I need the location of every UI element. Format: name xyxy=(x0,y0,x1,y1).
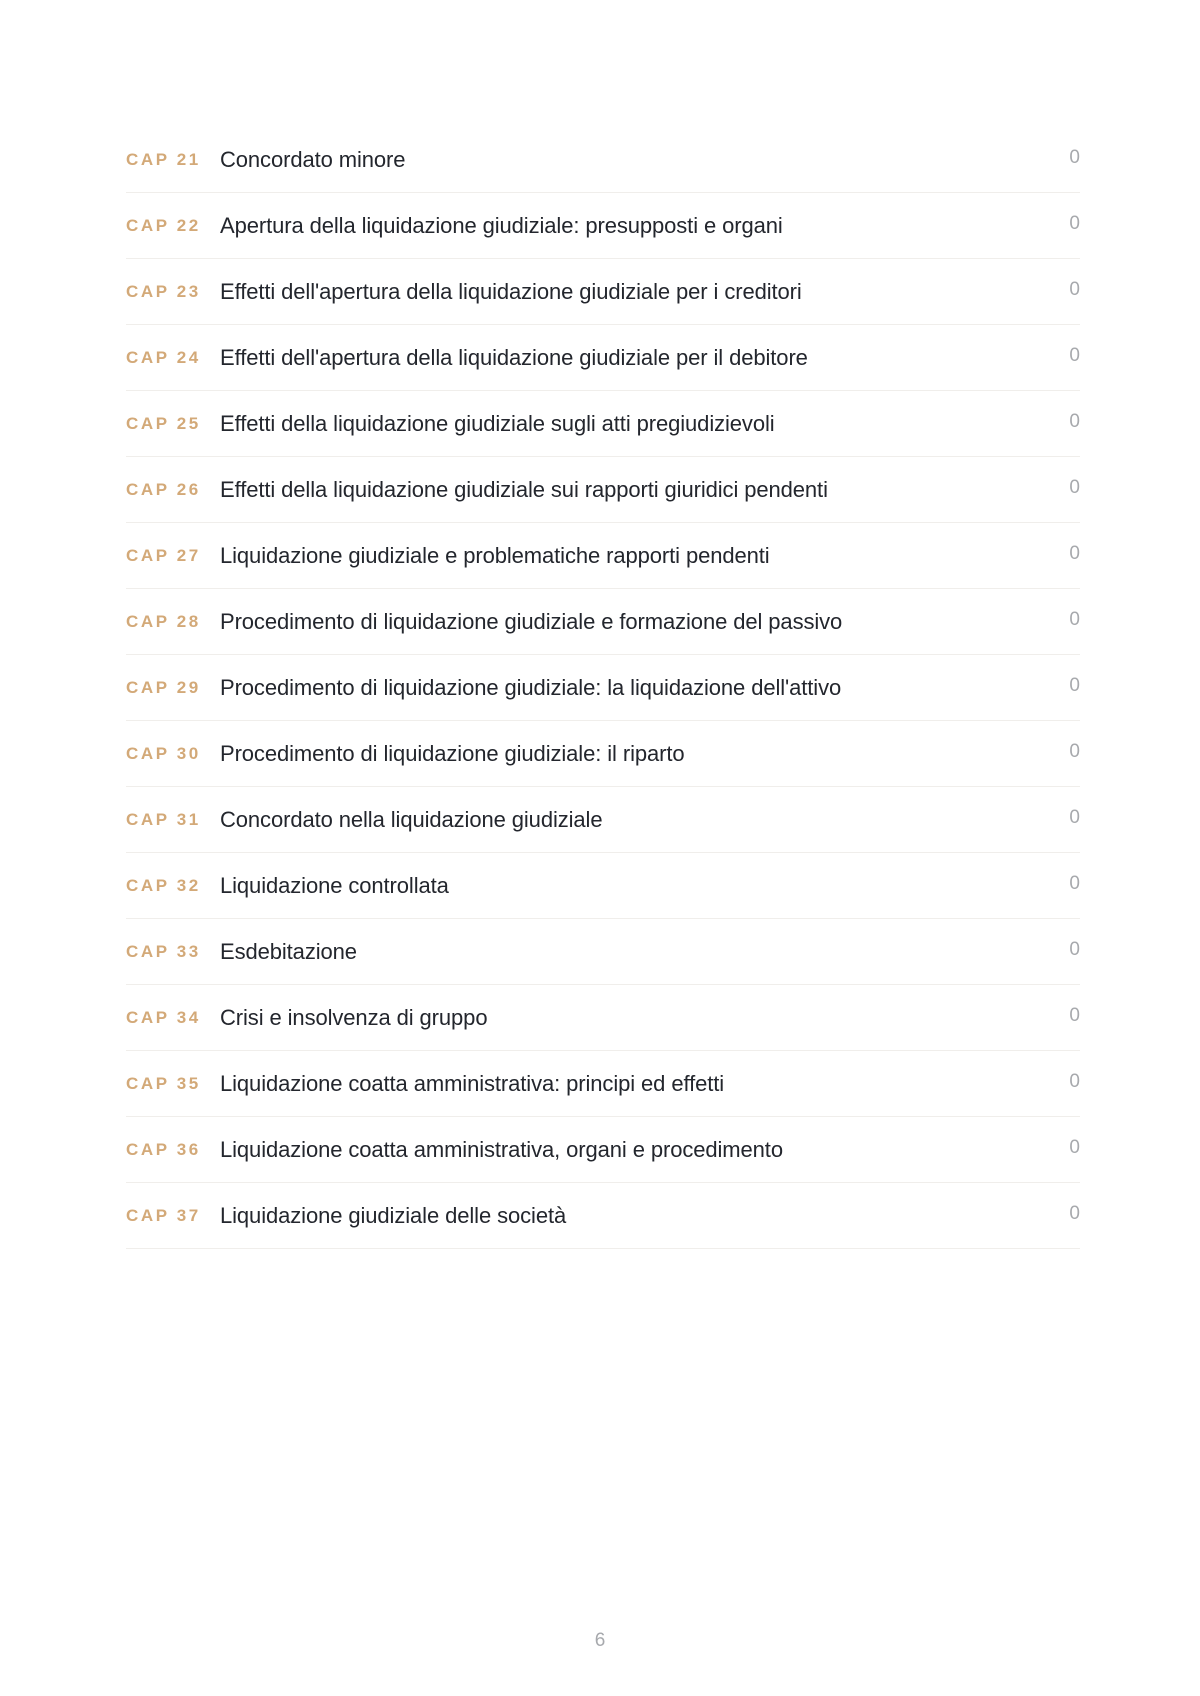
chapter-number: CAP 25 xyxy=(126,413,201,433)
toc-row[interactable] xyxy=(126,127,1080,193)
chapter-page-number: 0 xyxy=(1069,806,1080,828)
toc-row[interactable] xyxy=(126,523,1080,589)
chapter-number: CAP 32 xyxy=(126,875,201,895)
chapter-number: CAP 27 xyxy=(126,545,201,565)
chapter-number: CAP 33 xyxy=(126,941,201,961)
chapter-number: CAP 37 xyxy=(126,1205,201,1225)
chapter-title: Liquidazione coatta amministrativa: principi ed effetti xyxy=(220,1070,725,1096)
chapter-page-number: 0 xyxy=(1069,608,1080,630)
chapter-page-number: 0 xyxy=(1069,278,1080,300)
chapter-title: Esdebitazione xyxy=(220,938,357,964)
chapter-title: Apertura della liquidazione giudiziale: presupposti e organi xyxy=(220,212,783,238)
chapter-title: Procedimento di liquidazione giudiziale e formazione del passivo xyxy=(220,608,843,634)
chapter-title: Effetti della liquidazione giudiziale sugli atti pregiudizievoli xyxy=(220,410,775,436)
chapter-title: Effetti dell'apertura della liquidazione giudiziale per i creditori xyxy=(220,278,802,304)
toc-row[interactable] xyxy=(126,391,1080,457)
chapter-title: Liquidazione giudiziale e problematiche rapporti pendenti xyxy=(220,542,770,568)
toc-row[interactable] xyxy=(126,1183,1080,1249)
toc-row[interactable] xyxy=(126,325,1080,391)
chapter-title: Liquidazione giudiziale delle società xyxy=(220,1202,567,1228)
chapter-page-number: 0 xyxy=(1069,1136,1080,1158)
chapter-number: CAP 29 xyxy=(126,677,201,697)
chapter-number: CAP 28 xyxy=(126,611,201,631)
chapter-title: Liquidazione coatta amministrativa, organi e procedimento xyxy=(220,1136,783,1162)
footer-page-number: 6 xyxy=(594,1630,606,1651)
chapter-page-number: 0 xyxy=(1069,344,1080,366)
chapter-page-number: 0 xyxy=(1069,1070,1080,1092)
chapter-page-number: 0 xyxy=(1069,740,1080,762)
chapter-page-number: 0 xyxy=(1069,212,1080,234)
toc-row[interactable] xyxy=(126,655,1080,721)
table-of-contents xyxy=(126,127,1080,1249)
chapter-title: Procedimento di liquidazione giudiziale: la liquidazione dell'attivo xyxy=(220,674,842,700)
chapter-number: CAP 35 xyxy=(126,1073,201,1093)
chapter-number: CAP 26 xyxy=(126,479,201,499)
chapter-page-number: 0 xyxy=(1069,146,1080,168)
toc-row[interactable] xyxy=(126,193,1080,259)
chapter-number: CAP 30 xyxy=(126,743,201,763)
toc-row[interactable] xyxy=(126,787,1080,853)
chapter-number: CAP 31 xyxy=(126,809,201,829)
chapter-title: Effetti della liquidazione giudiziale sui rapporti giuridici pendenti xyxy=(220,476,828,502)
toc-row[interactable] xyxy=(126,985,1080,1051)
toc-row[interactable] xyxy=(126,721,1080,787)
chapter-title: Liquidazione controllata xyxy=(220,872,449,898)
chapter-page-number: 0 xyxy=(1069,542,1080,564)
chapter-title: Concordato minore xyxy=(220,146,406,172)
chapter-title: Crisi e insolvenza di gruppo xyxy=(220,1004,488,1030)
toc-row[interactable] xyxy=(126,589,1080,655)
chapter-number: CAP 24 xyxy=(126,347,201,367)
chapter-page-number: 0 xyxy=(1069,674,1080,696)
chapter-page-number: 0 xyxy=(1069,476,1080,498)
chapter-page-number: 0 xyxy=(1069,1004,1080,1026)
toc-row[interactable] xyxy=(126,919,1080,985)
chapter-page-number: 0 xyxy=(1069,410,1080,432)
chapter-title: Effetti dell'apertura della liquidazione giudiziale per il debitore xyxy=(220,344,808,370)
toc-row[interactable] xyxy=(126,1051,1080,1117)
chapter-page-number: 0 xyxy=(1069,872,1080,894)
chapter-number: CAP 22 xyxy=(126,215,201,235)
chapter-number: CAP 21 xyxy=(126,149,201,169)
chapter-number: CAP 23 xyxy=(126,281,201,301)
toc-row[interactable] xyxy=(126,853,1080,919)
chapter-number: CAP 36 xyxy=(126,1139,201,1159)
chapter-title: Procedimento di liquidazione giudiziale: il riparto xyxy=(220,740,685,766)
toc-row[interactable] xyxy=(126,259,1080,325)
toc-row[interactable] xyxy=(126,1117,1080,1183)
chapter-title: Concordato nella liquidazione giudiziale xyxy=(220,806,603,832)
chapter-page-number: 0 xyxy=(1069,938,1080,960)
chapter-page-number: 0 xyxy=(1069,1202,1080,1224)
chapter-number: CAP 34 xyxy=(126,1007,201,1027)
toc-row[interactable] xyxy=(126,457,1080,523)
